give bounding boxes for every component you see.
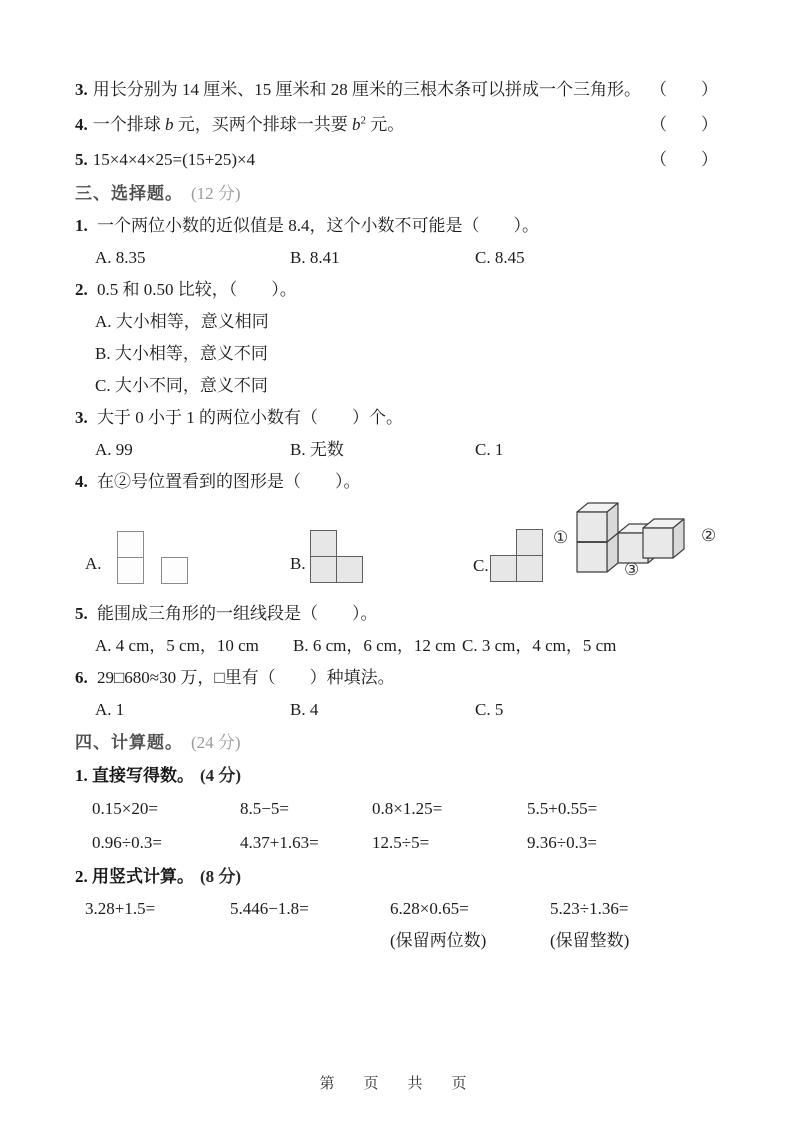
- option-b: B. 无数: [290, 440, 344, 459]
- question-number: 5.: [75, 150, 88, 169]
- subsection-score: (8 分): [200, 867, 242, 886]
- question-text: 15×4×4×25=(15+25)×4: [92, 150, 256, 169]
- figure-option-b-label: B.: [290, 554, 306, 573]
- option-b: B. 6 cm，6 cm，12 cm: [293, 636, 456, 655]
- option-a-square: [117, 557, 144, 584]
- choice-q5: [75, 598, 718, 630]
- option-b: B. 8.41: [290, 248, 340, 267]
- question-number: 4.: [75, 472, 88, 491]
- question-text: [93, 107, 405, 142]
- judge-item-3: [75, 72, 718, 107]
- option-a: A. 99: [95, 440, 133, 459]
- option-c-square: [516, 555, 543, 582]
- choice-q2-option-a: [75, 306, 718, 338]
- section3-heading: [75, 177, 718, 210]
- text-segment: 一个排球: [92, 115, 165, 134]
- expression: 5.446−1.8=: [230, 899, 309, 918]
- question-text: 29□680≈30 万，□里有（ ）种填法。: [97, 668, 395, 687]
- question-text: 能围成三角形的一组线段是（ ）。: [97, 604, 378, 623]
- choice-q2-option-b: [75, 338, 718, 370]
- expression: 12.5÷5=: [372, 833, 430, 852]
- answer-bracket: （ ）: [650, 115, 718, 134]
- option-c-square: [516, 529, 543, 556]
- circled-3-label: ③: [624, 560, 640, 579]
- choice-q6: [75, 662, 718, 694]
- choice-q3-options: [75, 434, 718, 466]
- question-text: 大于 0 小于 1 的两位小数有（ ）个。: [97, 408, 403, 427]
- sub2-heading: [75, 860, 718, 893]
- expression: 5.23÷1.36=: [550, 899, 629, 918]
- figure-option-c-label: C.: [473, 556, 489, 575]
- option-a: A. 8.35: [95, 248, 146, 267]
- answer-bracket: （ ）: [650, 80, 718, 99]
- expression: 0.8×1.25=: [372, 799, 443, 818]
- question-text: 0.5 和 0.50 比较，（ ）。: [97, 280, 297, 299]
- variable-b: b: [165, 115, 174, 134]
- mental-calc-row-1: [75, 792, 718, 826]
- option-b: B. 大小相等，意义不同: [95, 344, 268, 363]
- option-c: C. 1: [475, 440, 504, 459]
- option-a: A. 4 cm，5 cm，10 cm: [95, 636, 259, 655]
- question-number: 3.: [75, 408, 88, 427]
- subsection-score: (4 分): [200, 766, 242, 785]
- expression: 9.36÷0.3=: [527, 833, 597, 852]
- expression: 3.28+1.5=: [85, 899, 156, 918]
- choice-q6-options: [75, 694, 718, 726]
- text-segment: 元，买两个排球一共要: [173, 115, 352, 134]
- question-number: 2.: [75, 280, 88, 299]
- mental-calc-row-2: [75, 826, 718, 860]
- expression: 6.28×0.65=: [390, 899, 469, 918]
- subsection-title: 1. 直接写得数。: [75, 766, 194, 785]
- option-b-square: [310, 530, 337, 557]
- figure-option-a-label: A.: [85, 554, 102, 573]
- question-number: 1.: [75, 216, 88, 235]
- expression: 5.5+0.55=: [527, 799, 598, 818]
- option-b-square: [310, 556, 337, 583]
- choice-q2-option-c: [75, 370, 718, 402]
- expression: 0.15×20=: [92, 799, 158, 818]
- expression: 0.96÷0.3=: [92, 833, 162, 852]
- section-title: 三、选择题。: [75, 184, 183, 203]
- expression: 8.5−5=: [240, 799, 289, 818]
- sub1-heading: [75, 760, 718, 792]
- vertical-calc-row: [75, 893, 718, 925]
- section-title: 四、计算题。: [75, 733, 183, 752]
- circled-2-label: ②: [701, 526, 717, 545]
- question-number: 6.: [75, 668, 88, 687]
- option-a-square: [117, 531, 144, 558]
- page-footer: 第 页 共 页: [319, 1075, 474, 1092]
- variable-b-squared: b: [352, 115, 361, 134]
- choice-q3: [75, 402, 718, 434]
- option-c: C. 大小不同，意义不同: [95, 376, 268, 395]
- choice-q4: [75, 466, 718, 498]
- choice-q5-options: [75, 630, 718, 662]
- judge-item-5: [75, 142, 718, 177]
- option-a: A. 1: [95, 700, 125, 719]
- rounding-note: (保留整数): [550, 931, 630, 950]
- section-score: (24 分): [191, 733, 241, 752]
- option-b: B. 4: [290, 700, 319, 719]
- expression: 4.37+1.63=: [240, 833, 319, 852]
- question-number: 4.: [75, 115, 88, 134]
- question-number: 3.: [75, 80, 88, 99]
- subsection-title: 2. 用竖式计算。: [75, 867, 194, 886]
- section4-heading: [75, 726, 718, 760]
- option-c-square: [490, 555, 517, 582]
- question-text: 用长分别为 14 厘米、15 厘米和 28 厘米的三根木条可以拼成一个三角形。: [92, 80, 641, 99]
- question-text: 在②号位置看到的图形是（ ）。: [97, 472, 361, 491]
- option-c: C. 5: [475, 700, 504, 719]
- circled-1-label: ①: [553, 528, 569, 547]
- option-c: C. 8.45: [475, 248, 525, 267]
- choice-q2: [75, 274, 718, 306]
- choice-q1: [75, 210, 718, 242]
- question-number: 5.: [75, 604, 88, 623]
- text-segment: 元。: [366, 115, 405, 134]
- vertical-calc-notes: [75, 925, 718, 957]
- answer-bracket: （ ）: [650, 150, 718, 169]
- option-a: A. 大小相等，意义相同: [95, 312, 269, 331]
- option-b-square: [336, 556, 363, 583]
- section-score: (12 分): [191, 184, 241, 203]
- question-text: 一个两位小数的近似值是 8.4，这个小数不可能是（ ）。: [97, 216, 539, 235]
- q4-figure: [75, 498, 718, 598]
- option-c: C. 3 cm，4 cm，5 cm: [462, 636, 617, 655]
- judge-item-4: [75, 107, 718, 142]
- rounding-note: (保留两位数): [390, 931, 487, 950]
- single-cube-figure: [641, 512, 697, 562]
- option-a-square: [161, 557, 188, 584]
- choice-q1-options: [75, 242, 718, 274]
- superscript-2: 2: [360, 114, 366, 127]
